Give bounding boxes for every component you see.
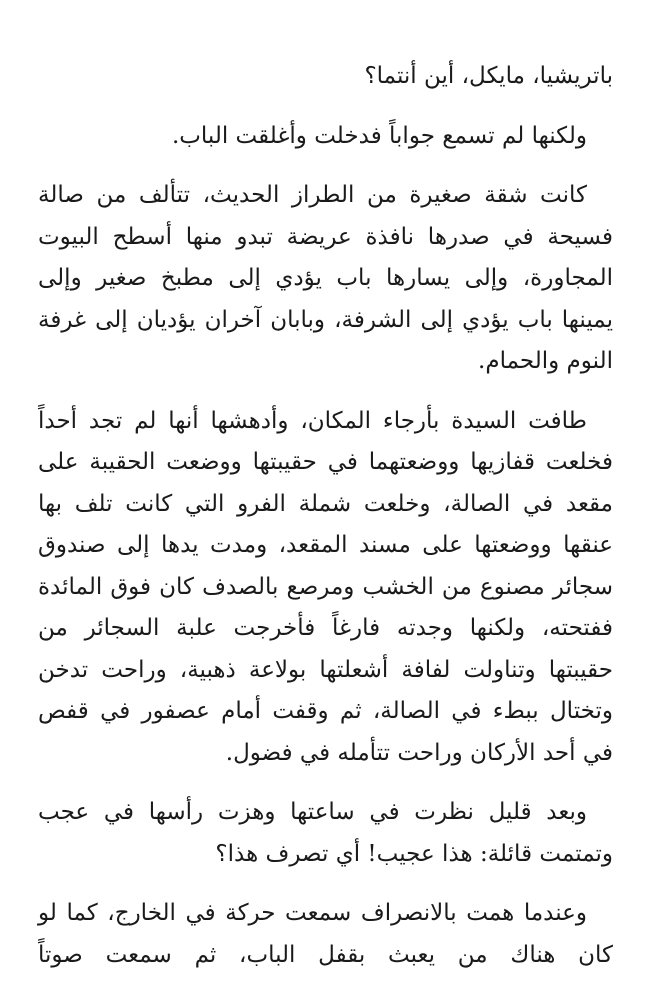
paragraph-3: كانت شقة صغيرة من الطراز الحديث، تتألف من صالة فسيحة في صدرها نافذة عريضة تبدو منها أسطح البيوت المجاورة، وإلى يسارها باب يؤدي إلى مطبخ صغير وإلى يمينها باب يؤدي إلى الشرفة، وبابان آخران يؤديان إلى غرفة النوم والحمام. bbox=[38, 182, 613, 374]
paragraph-4: طافت السيدة بأرجاء المكان، وأدهشها أنها لم تجد أحداً فخلعت قفازيها ووضعتهما في حقيبتها ووضعت الحقيبة على مقعد في الصالة، وخلعت شملة الفرو التي كانت تلف بها عنقها ووضعتها على مسند المقعد، ومدت يدها إلى صندوق سجائر مصنوع من الخشب ومرصع بالصدف كان فوق المائدة ففتحته، ولكنها وجدته فارغاً فأخرجت علبة السجائر من حقيبتها وتناولت لفافة أشعلتها بولاعة ذهبية، وراحت تدخن وتختال ببطء في الصالة، ثم وقفت أمام عصفور في قفص في أحد الأركان وراحت تتأمله في فضول. bbox=[38, 407, 613, 766]
paragraph-6: وعندما همت بالانصراف سمعت حركة في الخارج، كما لو كان هناك من يعبث بقفل الباب، ثم سمعت صوتاً bbox=[38, 900, 613, 968]
paragraph-5: وبعد قليل نظرت في ساعتها وهزت رأسها في عجب وتمتمت قائلة: هذا عجيب! أي تصرف هذا؟ bbox=[38, 799, 613, 867]
book-page bbox=[38, 56, 613, 994]
paragraph-1: باتريشيا، مايكل، أين أنتما؟ bbox=[364, 63, 613, 89]
paragraph-2: ولكنها لم تسمع جواباً فدخلت وأغلقت الباب. bbox=[171, 122, 587, 149]
